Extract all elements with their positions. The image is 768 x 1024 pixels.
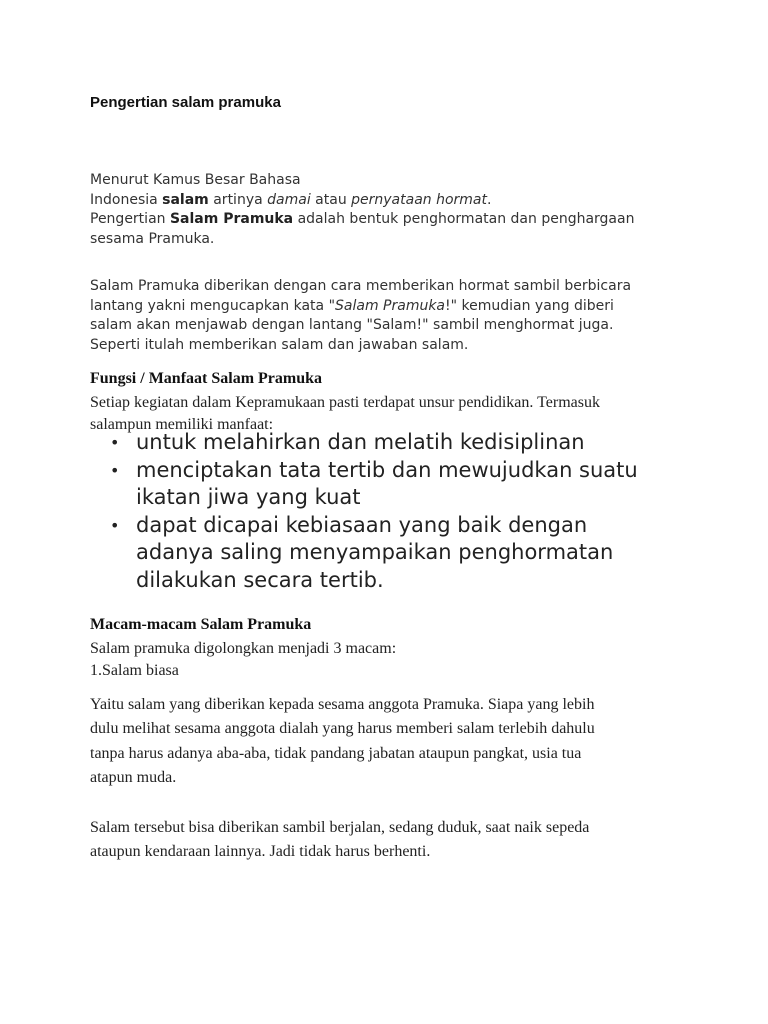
manfaat-list <box>110 429 638 594</box>
list-item: • menciptakan tata tertib dan mewujudkan suatu ikatan jiwa yang kuat <box>110 457 638 509</box>
bullet-icon: • <box>110 433 120 452</box>
macam-paragraph: Salam pramuka digolongkan menjadi 3 macam: 1.Salam biasa <box>90 640 397 679</box>
p2-line-3: salam akan menjawab dengan lantang "Salam!" sambil menghormat juga. <box>90 317 614 333</box>
page-title: Pengertian salam pramuka <box>90 94 281 111</box>
salam-term: salam <box>162 191 209 208</box>
list-item: • dapat dicapai kebiasaan yang baik dengan adanya saling menyampaikan penghormatan dilakukan secara tertib. <box>110 512 614 592</box>
damai-term: damai <box>267 191 311 208</box>
intro-paragraph <box>90 171 730 249</box>
salam-explanation-paragraph <box>90 277 730 355</box>
salam-biasa-paragraph: Yaitu salam yang diberikan kepada sesama anggota Pramuka. Siapa yang lebih dulu melihat sesama anggota dialah yang harus memberi salam terlebih dahulu tanpa harus adanya aba-aba, tidak pandang jabatan ataupun pangkat, usia tua atapun muda. <box>90 696 595 786</box>
fungsi-paragraph: Setiap kegiatan dalam Kepramukaan pasti terdapat unsur pendidikan. Termasuk salampun memiliki manfaat: <box>90 394 600 433</box>
p2-line-4: Seperti itulah memberikan salam dan jawaban salam. <box>90 336 469 353</box>
intro-line-4: sesama Pramuka. <box>90 230 215 247</box>
bullet-icon: • <box>110 460 120 480</box>
p2-line-2: lantang yakni mengucapkan kata "Salam Pramuka!" kemudian yang diberi <box>90 297 614 314</box>
list-item: • untuk melahirkan dan melatih kedisiplinan <box>110 429 638 457</box>
intro-line-2: Indonesia salam artinya damai atau pernyataan hormat. <box>90 191 492 208</box>
bullet-icon: • <box>110 515 120 535</box>
intro-line-1: Menurut Kamus Besar Bahasa <box>90 172 301 188</box>
salam-tersebut-paragraph: Salam tersebut bisa diberikan sambil berjalan, sedang duduk, saat naik sepeda ataupun kendaraan lainnya. Jadi tidak harus berhenti. <box>90 819 590 861</box>
p2-line-1: Salam Pramuka diberikan dengan cara memberikan hormat sambil berbicara <box>90 278 632 294</box>
hormat-term: pernyataan hormat <box>351 191 488 208</box>
intro-line-3: Pengertian Salam Pramuka adalah bentuk penghormatan dan penghargaan <box>90 211 635 227</box>
macam-heading: Macam-macam Salam Pramuka <box>90 616 312 633</box>
fungsi-heading: Fungsi / Manfaat Salam Pramuka <box>90 370 323 387</box>
salam-pramuka-term: Salam Pramuka <box>169 211 294 227</box>
